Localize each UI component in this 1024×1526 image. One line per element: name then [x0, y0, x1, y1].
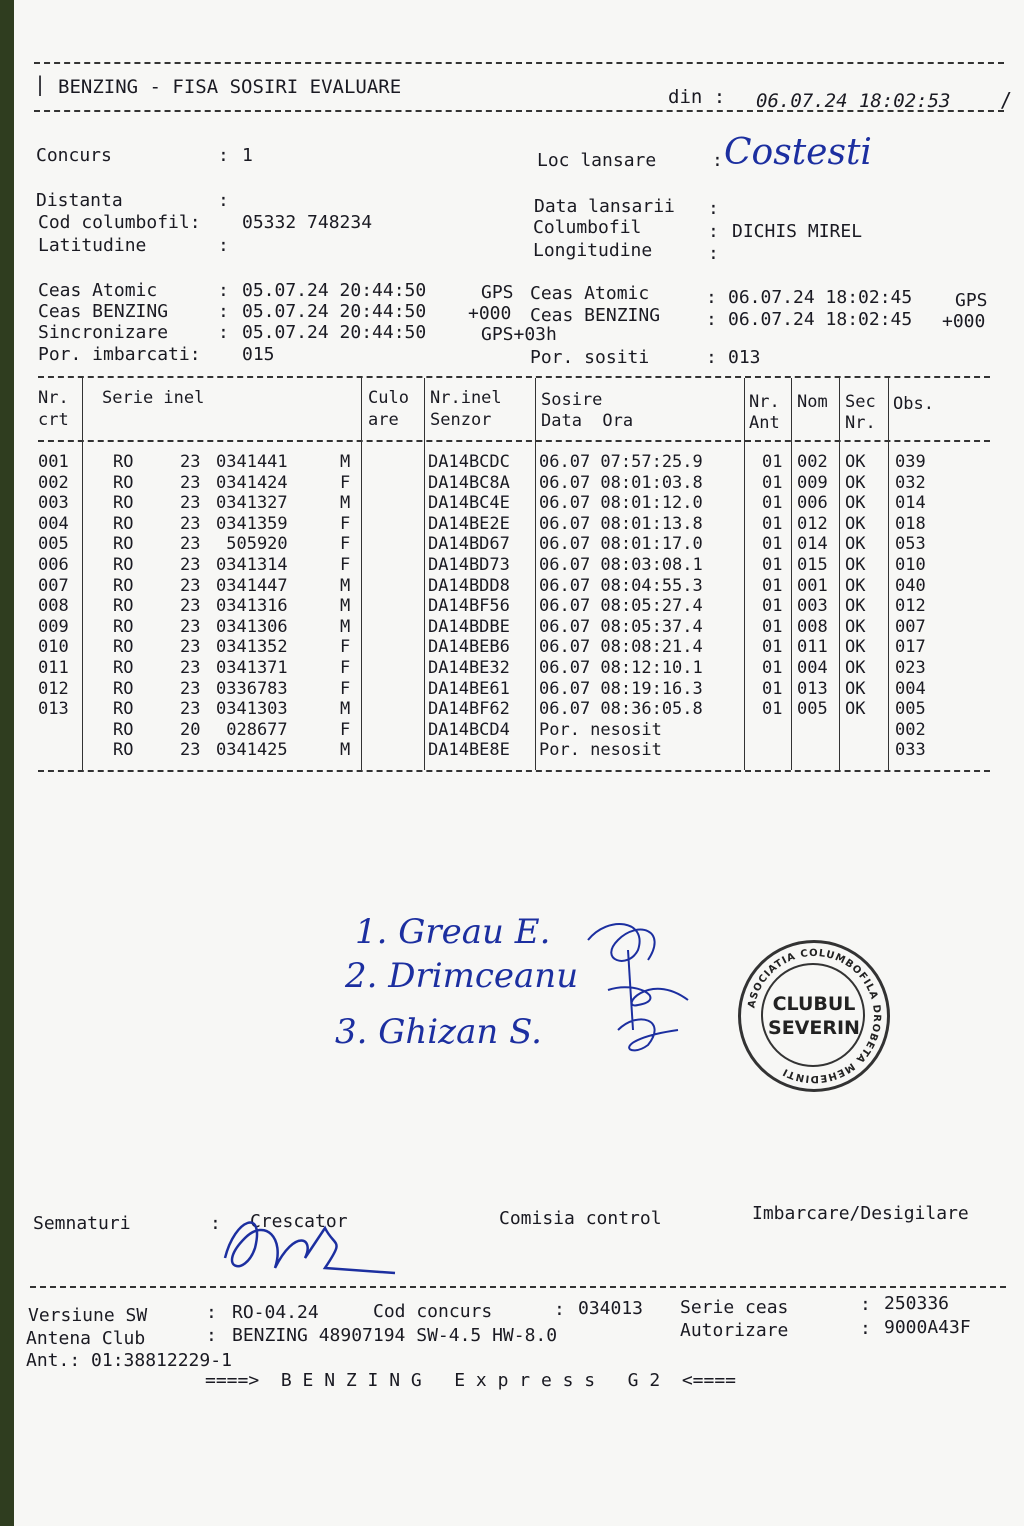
cell-senzor: DA14BE2E — [428, 513, 510, 534]
cell-senzor: DA14BCDC — [428, 452, 510, 472]
cell-ant: 01 — [762, 678, 783, 699]
cell-nom: 009 — [797, 472, 828, 493]
imbarcare-label: Imbarcare/Desigilare — [752, 1203, 969, 1224]
cell-an: 23 — [180, 637, 201, 658]
table-row — [0, 658, 960, 679]
cell-sex: M — [340, 616, 351, 637]
cell-inel: 0341306 — [216, 616, 288, 637]
comisia-label: Comisia control — [499, 1208, 662, 1229]
handwritten-name-3: 3. Ghizan S. — [335, 1012, 542, 1052]
table-top-border — [38, 376, 990, 378]
cell-inel: 0336783 — [216, 678, 288, 699]
table-row — [0, 740, 960, 761]
cell-sex: F — [340, 472, 351, 493]
header-sec-2: Nr. — [845, 413, 876, 433]
cell-sosire: 06.07 08:36:05.8 — [539, 699, 703, 720]
cell-nom: 002 — [797, 452, 828, 472]
cell-an: 23 — [180, 513, 201, 534]
cell-inel: 0341303 — [216, 699, 288, 720]
cell-sosire: 06.07 08:01:03.8 — [539, 472, 703, 493]
latitudine-colon: : — [218, 235, 229, 256]
cell-sec: OK — [845, 472, 866, 493]
cell-sosire: 06.07 08:08:21.4 — [539, 637, 703, 658]
cell-sec: OK — [845, 575, 866, 596]
cell-inel: 0341352 — [216, 637, 288, 658]
cell-nom: 011 — [797, 637, 828, 658]
header-nr-crt-2: crt — [38, 410, 69, 430]
cell-ant: 01 — [762, 637, 783, 658]
cell-sec: OK — [845, 493, 866, 514]
cell-tara: RO — [113, 678, 134, 699]
sincronizare-value: 05.07.24 20:44:50 — [242, 322, 427, 343]
cell-nom: 013 — [797, 678, 828, 699]
cell-sosire: 06.07 08:19:16.3 — [539, 678, 703, 699]
table-row — [0, 555, 960, 576]
cell-an: 23 — [180, 534, 201, 555]
autorizare-label: Autorizare — [680, 1320, 789, 1341]
por-sositi-colon: : — [706, 347, 717, 368]
ceas-benzing-left-suffix: +000 — [468, 303, 512, 324]
cell-an: 20 — [180, 719, 201, 740]
cell-sec: OK — [845, 513, 866, 534]
header-culoare-1: Culo — [368, 388, 409, 408]
cell-an: 23 — [180, 555, 201, 575]
frame-bottom-border — [34, 110, 1004, 112]
header-serie-inel: Serie inel — [102, 388, 205, 408]
breeder-signature-scribble — [205, 1198, 405, 1293]
cell-sosire: 06.07 07:57:25.9 — [539, 452, 703, 472]
cell-obs: 039 — [895, 452, 926, 472]
cell-obs: 017 — [895, 637, 926, 658]
cell-an: 23 — [180, 740, 201, 761]
cod-columbofil-value: 05332 748234 — [242, 212, 373, 233]
header-sosire-1: Sosire — [541, 390, 603, 410]
handwritten-name-2: 2. Drimceanu — [345, 956, 579, 996]
din-label: din : — [668, 86, 726, 108]
loc-lansare-label: Loc lansare — [537, 150, 657, 171]
table-row — [0, 576, 960, 597]
cell-senzor: DA14BF62 — [428, 699, 510, 720]
cell-nom: 004 — [797, 658, 828, 678]
cell-ant: 01 — [762, 555, 783, 575]
table-bottom-border — [38, 770, 990, 772]
cell-obs: 040 — [895, 575, 926, 596]
cell-inel: 0341316 — [216, 596, 288, 617]
data-lansarii-colon: : — [708, 198, 719, 219]
cell-sex: F — [340, 513, 351, 534]
cell-senzor: DA14BDD8 — [428, 575, 510, 596]
cell-senzor: DA14BDBE — [428, 616, 510, 637]
table-row — [0, 637, 960, 658]
cell-ant: 01 — [762, 452, 783, 472]
cell-an: 23 — [180, 472, 201, 493]
cell-inel: 0341424 — [216, 472, 288, 493]
cell-sosire: 06.07 08:12:10.1 — [539, 658, 703, 678]
serie-ceas-label: Serie ceas — [680, 1297, 789, 1318]
cell-inel: 505920 — [216, 534, 288, 555]
table-row — [0, 493, 960, 514]
versiune-colon: : — [206, 1302, 217, 1323]
autorizare-colon: : — [860, 1318, 871, 1339]
table-row — [0, 679, 960, 700]
cell-senzor: DA14BEB6 — [428, 637, 510, 658]
club-stamp — [738, 940, 890, 1092]
cell-obs: 014 — [895, 493, 926, 514]
frame-right-bar: / — [1000, 88, 1013, 112]
cell-inel: 0341425 — [216, 740, 288, 761]
cell-senzor: DA14BCD4 — [428, 719, 510, 740]
cell-obs: 005 — [895, 699, 926, 720]
columbofil-value: DICHIS MIREL — [732, 221, 863, 242]
cell-sex: F — [340, 658, 351, 678]
table-row — [0, 699, 960, 720]
cell-an: 23 — [180, 452, 201, 472]
antena-label: Antena Club — [26, 1328, 146, 1349]
cell-sosire: Por. nesosit — [539, 719, 662, 740]
data-lansarii-label: Data lansarii — [534, 196, 675, 217]
cell-senzor: DA14BC4E — [428, 493, 510, 514]
cell-nr: 010 — [38, 637, 69, 658]
frame-left-bar: | — [34, 72, 47, 96]
cell-nom: 003 — [797, 596, 828, 617]
cell-senzor: DA14BE8E — [428, 740, 510, 761]
stamp-center-1: CLUBUL — [772, 993, 856, 1015]
cell-sex: M — [340, 493, 351, 514]
cell-sec: OK — [845, 616, 866, 637]
columbofil-label: Columbofil — [533, 217, 642, 238]
header-nom: Nom — [797, 392, 828, 412]
cell-sex: F — [340, 555, 351, 575]
header-sosire-2: Data Ora — [541, 411, 634, 431]
serie-ceas-colon: : — [860, 1294, 871, 1315]
cell-ant: 01 — [762, 596, 783, 617]
table-row — [0, 473, 960, 494]
commission-signatures-scribble — [578, 910, 698, 1070]
cell-nr: 001 — [38, 452, 69, 472]
cod-concurs-colon: : — [554, 1299, 565, 1320]
stamp-ring-text — [741, 943, 887, 1089]
versiune-label: Versiune SW — [28, 1305, 148, 1326]
cell-nom: 015 — [797, 555, 828, 575]
cell-senzor: DA14BD67 — [428, 534, 510, 555]
cell-tara: RO — [113, 740, 134, 761]
cell-tara: RO — [113, 658, 134, 678]
cell-tara: RO — [113, 452, 134, 472]
cell-obs: 023 — [895, 658, 926, 678]
ceas-benzing-left-colon: : — [218, 301, 229, 322]
cell-an: 23 — [180, 658, 201, 678]
ceas-benzing-right-colon: : — [706, 309, 717, 330]
distanta-colon: : — [218, 190, 229, 211]
ceas-atomic-left-suffix: GPS — [481, 282, 514, 303]
cod-columbofil-label: Cod columbofil: — [38, 212, 201, 233]
serie-ceas-value: 250336 — [884, 1293, 950, 1314]
cell-an: 23 — [180, 699, 201, 720]
cell-nr: 002 — [38, 472, 69, 493]
cell-tara: RO — [113, 493, 134, 514]
cell-sex: M — [340, 575, 351, 596]
cell-sosire: 06.07 08:05:37.4 — [539, 616, 703, 637]
table-row — [0, 534, 960, 555]
antena-value: BENZING 48907194 SW-4.5 HW-8.0 — [232, 1325, 558, 1346]
cell-sec: OK — [845, 534, 866, 555]
por-imbarcati-value: 015 — [242, 344, 275, 365]
cell-ant: 01 — [762, 493, 783, 514]
cell-tara: RO — [113, 616, 134, 637]
cell-sex: M — [340, 740, 351, 761]
cell-senzor: DA14BE61 — [428, 678, 510, 699]
handwritten-name-1: 1. Greau E. — [355, 912, 551, 952]
ceas-benzing-right-label: Ceas BENZING — [530, 305, 661, 326]
cell-sosire: 06.07 08:04:55.3 — [539, 575, 703, 596]
cell-sec: OK — [845, 658, 866, 678]
concurs-colon: : — [218, 145, 240, 166]
cell-obs: 010 — [895, 555, 926, 575]
svg-text:ASOCIATIA COLUMBOFILA DROBETA — [746, 948, 882, 1084]
ceas-atomic-right-value: 06.07.24 18:02:45 — [728, 287, 913, 308]
cell-inel: 0341359 — [216, 513, 288, 534]
cell-tara: RO — [113, 472, 134, 493]
cell-an: 23 — [180, 596, 201, 617]
frame-top-border — [34, 62, 1004, 64]
semnaturi-label: Semnaturi — [33, 1213, 131, 1234]
cell-nr: 013 — [38, 699, 69, 720]
sincronizare-label: Sincronizare — [38, 322, 169, 343]
cell-sex: M — [340, 699, 351, 720]
cell-ant: 01 — [762, 472, 783, 493]
cell-sosire: 06.07 08:01:17.0 — [539, 534, 703, 555]
cell-ant: 01 — [762, 616, 783, 637]
cod-concurs-label: Cod concurs — [373, 1301, 493, 1322]
footer-separator — [30, 1286, 1006, 1288]
distanta-label: Distanta — [36, 190, 123, 211]
stamp-outer-text: ASOCIATIA COLUMBOFILA DROBETA MEHEDINTI — [746, 947, 883, 1085]
por-imbarcati-label: Por. imbarcati: — [38, 344, 201, 365]
cell-sec: OK — [845, 596, 866, 617]
cell-ant: 01 — [762, 699, 783, 720]
cell-nom: 008 — [797, 616, 828, 637]
cell-sex: F — [340, 534, 351, 555]
loc-lansare-colon: : — [712, 150, 723, 171]
header-nr-ant-1: Nr. — [749, 392, 780, 412]
ceas-benzing-right-value: 06.07.24 18:02:45 — [728, 309, 913, 330]
cell-nr: 005 — [38, 534, 69, 555]
cell-an: 23 — [180, 678, 201, 699]
cell-sec: OK — [845, 555, 866, 575]
cell-tara: RO — [113, 555, 134, 575]
table-row — [0, 452, 960, 473]
cell-nom: 006 — [797, 493, 828, 514]
ceas-benzing-left-value: 05.07.24 20:44:50 — [242, 301, 427, 322]
cell-ant: 01 — [762, 575, 783, 596]
por-sositi-label: Por. sositi — [530, 347, 650, 368]
sincronizare-colon: : — [218, 322, 229, 343]
cell-nr: 003 — [38, 493, 69, 514]
header-obs: Obs. — [893, 394, 934, 414]
table-row — [0, 617, 960, 638]
cell-inel: 0341441 — [216, 452, 288, 472]
ceas-atomic-right-label: Ceas Atomic — [530, 283, 650, 304]
cell-inel: 0341371 — [216, 658, 288, 678]
cell-sex: M — [340, 452, 351, 472]
longitudine-label: Longitudine — [533, 240, 653, 261]
cell-nr: 006 — [38, 555, 69, 575]
cell-sec: OK — [845, 699, 866, 720]
cod-concurs-value: 034013 — [578, 1298, 644, 1319]
cell-senzor: DA14BD73 — [428, 555, 510, 575]
cell-senzor: DA14BC8A — [428, 472, 510, 493]
cell-sosire: 06.07 08:01:12.0 — [539, 493, 703, 514]
table-row — [0, 720, 960, 741]
header-nr-ant-2: Ant — [749, 413, 780, 433]
cell-tara: RO — [113, 637, 134, 658]
table-row — [0, 514, 960, 535]
cell-nr: 011 — [38, 658, 69, 678]
loc-lansare-handwritten: Costesti — [724, 132, 872, 173]
ceas-atomic-right-colon: : — [706, 287, 717, 308]
print-datetime: 06.07.24 18:02:53 — [756, 90, 951, 112]
cell-ant: 01 — [762, 513, 783, 534]
header-sec-1: Sec — [845, 392, 876, 412]
ceas-benzing-left-label: Ceas BENZING — [38, 301, 169, 322]
cell-obs: 012 — [895, 596, 926, 617]
sincronizare-suffix: GPS+03h — [481, 324, 557, 345]
ceas-atomic-left-label: Ceas Atomic — [38, 280, 158, 301]
cell-an: 23 — [180, 616, 201, 637]
cell-sosire: 06.07 08:01:13.8 — [539, 513, 703, 534]
cell-tara: RO — [113, 575, 134, 596]
cell-sex: M — [340, 596, 351, 617]
cell-sec: OK — [845, 637, 866, 658]
cell-senzor: DA14BF56 — [428, 596, 510, 617]
cell-senzor: DA14BE32 — [428, 658, 510, 678]
cell-sec: OK — [845, 452, 866, 472]
ceas-atomic-left-value: 05.07.24 20:44:50 — [242, 280, 427, 301]
cell-ant: 01 — [762, 658, 783, 678]
header-nr-inel-2: Senzor — [430, 410, 492, 430]
cell-sex: F — [340, 719, 351, 740]
ceas-benzing-right-suffix: +000 — [942, 311, 986, 332]
cell-inel: 028677 — [216, 719, 288, 740]
table-row — [0, 596, 960, 617]
ceas-atomic-left-colon: : — [218, 280, 229, 301]
cell-nr: 004 — [38, 513, 69, 534]
cell-ant: 01 — [762, 534, 783, 555]
report-title: BENZING - FISA SOSIRI EVALUARE — [58, 76, 402, 98]
cell-sex: F — [340, 637, 351, 658]
cell-sex: F — [340, 678, 351, 699]
cell-sosire: 06.07 08:05:27.4 — [539, 596, 703, 617]
cell-obs: 018 — [895, 513, 926, 534]
cell-obs: 053 — [895, 534, 926, 555]
stamp-center-2: SEVERIN — [768, 1017, 860, 1039]
cell-inel: 0341327 — [216, 493, 288, 514]
autorizare-value: 9000A43F — [884, 1317, 971, 1338]
ceas-atomic-right-suffix: GPS — [955, 290, 988, 311]
cell-nom: 005 — [797, 699, 828, 720]
brand-line: ====> B E N Z I N G E x p r e s s G 2 <==== — [205, 1370, 737, 1391]
cell-an: 23 — [180, 493, 201, 514]
antena-colon: : — [206, 1325, 217, 1346]
versiune-value: RO-04.24 — [232, 1302, 319, 1323]
cell-nr: 009 — [38, 616, 69, 637]
header-nr-inel-1: Nr.inel — [430, 388, 502, 408]
cell-sosire: Por. nesosit — [539, 740, 662, 761]
cell-nom: 001 — [797, 575, 828, 596]
ant-line: Ant.: 01:38812229-1 — [26, 1350, 232, 1371]
cell-sosire: 06.07 08:03:08.1 — [539, 555, 703, 575]
latitudine-label: Latitudine — [38, 235, 147, 256]
cell-nom: 012 — [797, 513, 828, 534]
cell-tara: RO — [113, 699, 134, 720]
cell-inel: 0341314 — [216, 555, 288, 575]
por-sositi-value: 013 — [728, 347, 761, 368]
cell-tara: RO — [113, 513, 134, 534]
semnaturi-colon: : — [210, 1213, 221, 1234]
header-nr-crt-1: Nr. — [38, 388, 69, 408]
cell-an: 23 — [180, 575, 201, 596]
cell-inel: 0341447 — [216, 575, 288, 596]
cell-nom: 014 — [797, 534, 828, 555]
concurs-label: Concurs — [36, 145, 112, 166]
cell-obs: 002 — [895, 719, 926, 740]
columbofil-colon: : — [708, 221, 719, 242]
cell-sec: OK — [845, 678, 866, 699]
crescator-label: Crescator — [250, 1211, 348, 1232]
cell-obs: 007 — [895, 616, 926, 637]
longitudine-colon: : — [708, 243, 719, 264]
cell-tara: RO — [113, 596, 134, 617]
cell-obs: 033 — [895, 740, 926, 761]
concurs-value: 1 — [242, 145, 253, 166]
cell-nr: 007 — [38, 575, 69, 596]
cell-nr: 012 — [38, 678, 69, 699]
cell-nr: 008 — [38, 596, 69, 617]
table-header-separator — [38, 440, 990, 442]
cell-obs: 004 — [895, 678, 926, 699]
cell-obs: 032 — [895, 472, 926, 493]
cell-tara: RO — [113, 534, 134, 555]
cell-tara: RO — [113, 719, 134, 740]
header-culoare-2: are — [368, 410, 399, 430]
